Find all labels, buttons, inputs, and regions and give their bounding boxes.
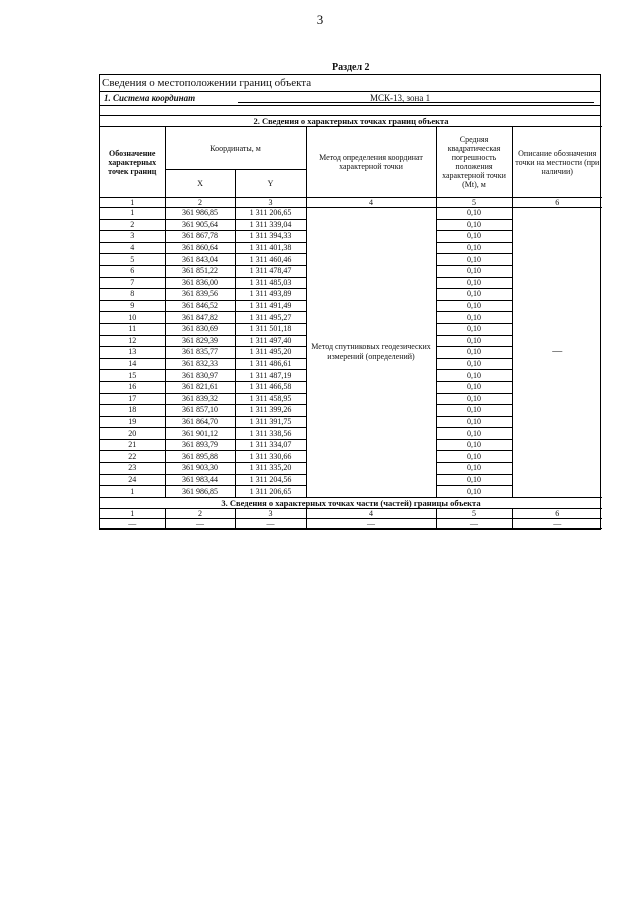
point-number: 11 — [100, 323, 165, 335]
section2-title-row — [100, 116, 602, 127]
spacer-row — [100, 106, 600, 116]
y-coordinate: 1 311 204,56 — [235, 474, 306, 486]
header-coordinates: Координаты, м — [165, 127, 306, 170]
accuracy-value: 0,10 — [436, 335, 512, 347]
accuracy-value: 0,10 — [436, 451, 512, 463]
y-coordinate: 1 311 399,26 — [235, 405, 306, 417]
x-coordinate: 361 839,32 — [165, 393, 235, 405]
accuracy-value: 0,10 — [436, 312, 512, 324]
y-coordinate: 1 311 334,07 — [235, 439, 306, 451]
point-number: 17 — [100, 393, 165, 405]
y-coordinate: 1 311 466,58 — [235, 381, 306, 393]
point-number: 14 — [100, 358, 165, 370]
y-coordinate: 1 311 335,20 — [235, 463, 306, 475]
column-number: 6 — [512, 508, 602, 518]
accuracy-value: 0,10 — [436, 463, 512, 475]
x-coordinate: 361 901,12 — [165, 428, 235, 440]
y-coordinate: 1 311 338,56 — [235, 428, 306, 440]
point-number: 1 — [100, 208, 165, 220]
accuracy-value: 0,10 — [436, 219, 512, 231]
y-coordinate: 1 311 497,40 — [235, 335, 306, 347]
x-coordinate: 361 835,77 — [165, 347, 235, 359]
point-number: 2 — [100, 219, 165, 231]
y-coordinate: 1 311 501,18 — [235, 323, 306, 335]
accuracy-value: 0,10 — [436, 289, 512, 301]
x-coordinate: 361 829,39 — [165, 335, 235, 347]
accuracy-value: 0,10 — [436, 323, 512, 335]
point-number: 3 — [100, 231, 165, 243]
y-coordinate: 1 311 391,75 — [235, 416, 306, 428]
x-coordinate: 361 851,22 — [165, 265, 235, 277]
x-coordinate: 361 986,85 — [165, 208, 235, 220]
points-table — [100, 116, 602, 529]
y-coordinate: 1 311 478,47 — [235, 265, 306, 277]
section2-title: 2. Сведения о характерных точках границ объекта — [100, 116, 602, 127]
accuracy-value: 0,10 — [436, 381, 512, 393]
y-coordinate: 1 311 486,61 — [235, 358, 306, 370]
y-coordinate: 1 311 487,19 — [235, 370, 306, 382]
empty-cell: — — [306, 518, 436, 528]
x-coordinate: 361 986,85 — [165, 486, 235, 498]
x-coordinate: 361 893,79 — [165, 439, 235, 451]
column-number: 2 — [165, 198, 235, 208]
accuracy-value: 0,10 — [436, 242, 512, 254]
empty-cell: — — [436, 518, 512, 528]
description-cell: — — [512, 208, 602, 498]
point-number: 24 — [100, 474, 165, 486]
header-y: Y — [235, 170, 306, 198]
x-coordinate: 361 830,97 — [165, 370, 235, 382]
accuracy-value: 0,10 — [436, 358, 512, 370]
point-number: 9 — [100, 300, 165, 312]
accuracy-value: 0,10 — [436, 347, 512, 359]
accuracy-value: 0,10 — [436, 393, 512, 405]
point-number: 7 — [100, 277, 165, 289]
column-number: 1 — [100, 508, 165, 518]
column-number: 2 — [165, 508, 235, 518]
header-method: Метод определения координат характерной точки — [306, 127, 436, 198]
column-number: 3 — [235, 508, 306, 518]
point-number: 16 — [100, 381, 165, 393]
point-number: 22 — [100, 451, 165, 463]
section3-title: 3. Сведения о характерных точках части (частей) границы объекта — [100, 497, 602, 508]
x-coordinate: 361 864,70 — [165, 416, 235, 428]
column-number: 4 — [306, 508, 436, 518]
point-number: 12 — [100, 335, 165, 347]
accuracy-value: 0,10 — [436, 277, 512, 289]
y-coordinate: 1 311 485,03 — [235, 277, 306, 289]
x-coordinate: 361 839,56 — [165, 289, 235, 301]
y-coordinate: 1 311 401,38 — [235, 242, 306, 254]
y-coordinate: 1 311 206,65 — [235, 486, 306, 498]
column-number: 3 — [235, 198, 306, 208]
x-coordinate: 361 860,64 — [165, 242, 235, 254]
accuracy-value: 0,10 — [436, 405, 512, 417]
section3-empty-row — [100, 518, 602, 528]
x-coordinate: 361 895,88 — [165, 451, 235, 463]
point-number: 5 — [100, 254, 165, 266]
accuracy-value: 0,10 — [436, 231, 512, 243]
x-coordinate: 361 847,82 — [165, 312, 235, 324]
accuracy-value: 0,10 — [436, 300, 512, 312]
point-number: 8 — [100, 289, 165, 301]
point-number: 21 — [100, 439, 165, 451]
x-coordinate: 361 821,61 — [165, 381, 235, 393]
column-number: 6 — [512, 198, 602, 208]
table-row — [100, 208, 602, 220]
column-number: 5 — [436, 508, 512, 518]
y-coordinate: 1 311 495,27 — [235, 312, 306, 324]
y-coordinate: 1 311 339,04 — [235, 219, 306, 231]
column-number: 4 — [306, 198, 436, 208]
accuracy-value: 0,10 — [436, 254, 512, 266]
section3-column-number-row — [100, 508, 602, 518]
column-number: 5 — [436, 198, 512, 208]
document-table — [99, 74, 601, 530]
header-accuracy: Средняя квадратическая погрешность положения характерной точки (Mt), м — [436, 127, 512, 198]
empty-cell: — — [235, 518, 306, 528]
accuracy-value: 0,10 — [436, 370, 512, 382]
coordinate-system-value: МСК-13, зона 1 — [370, 93, 431, 103]
x-coordinate: 361 843,04 — [165, 254, 235, 266]
x-coordinate: 361 832,33 — [165, 358, 235, 370]
empty-cell: — — [512, 518, 602, 528]
point-number: 18 — [100, 405, 165, 417]
x-coordinate: 361 846,52 — [165, 300, 235, 312]
column-number: 1 — [100, 198, 165, 208]
accuracy-value: 0,10 — [436, 486, 512, 498]
header-x: X — [165, 170, 235, 198]
y-coordinate: 1 311 394,33 — [235, 231, 306, 243]
section-title: Раздел 2 — [332, 62, 370, 73]
header-row — [100, 127, 602, 170]
coordinate-system-row — [100, 92, 600, 106]
x-coordinate: 361 983,44 — [165, 474, 235, 486]
point-number: 4 — [100, 242, 165, 254]
y-coordinate: 1 311 493,89 — [235, 289, 306, 301]
point-number: 10 — [100, 312, 165, 324]
y-coordinate: 1 311 330,66 — [235, 451, 306, 463]
point-number: 15 — [100, 370, 165, 382]
point-number: 23 — [100, 463, 165, 475]
method-cell: Метод спутниковых геодезических измерений (определений) — [306, 208, 436, 498]
x-coordinate: 361 830,69 — [165, 323, 235, 335]
header-point-designation: Обозначение характерных точек границ — [100, 127, 165, 198]
document-heading: Сведения о местоположении границ объекта — [100, 75, 600, 92]
point-number: 19 — [100, 416, 165, 428]
point-number: 1 — [100, 486, 165, 498]
x-coordinate: 361 867,78 — [165, 231, 235, 243]
accuracy-value: 0,10 — [436, 265, 512, 277]
empty-cell: — — [100, 518, 165, 528]
accuracy-value: 0,10 — [436, 474, 512, 486]
y-coordinate: 1 311 495,20 — [235, 347, 306, 359]
accuracy-value: 0,10 — [436, 208, 512, 220]
x-coordinate: 361 905,64 — [165, 219, 235, 231]
point-number: 13 — [100, 347, 165, 359]
y-coordinate: 1 311 206,65 — [235, 208, 306, 220]
accuracy-value: 0,10 — [436, 416, 512, 428]
y-coordinate: 1 311 460,46 — [235, 254, 306, 266]
point-number: 20 — [100, 428, 165, 440]
accuracy-value: 0,10 — [436, 439, 512, 451]
page-number: 3 — [316, 12, 324, 27]
x-coordinate: 361 836,00 — [165, 277, 235, 289]
x-coordinate: 361 903,30 — [165, 463, 235, 475]
point-number: 6 — [100, 265, 165, 277]
column-number-row — [100, 198, 602, 208]
section3-title-row — [100, 497, 602, 508]
header-description: Описание обозначения точки на местности (при наличии) — [512, 127, 602, 198]
x-coordinate: 361 857,10 — [165, 405, 235, 417]
coordinate-system-label: 1. Система координат — [104, 93, 196, 103]
y-coordinate: 1 311 458,95 — [235, 393, 306, 405]
y-coordinate: 1 311 491,49 — [235, 300, 306, 312]
accuracy-value: 0,10 — [436, 428, 512, 440]
empty-cell: — — [165, 518, 235, 528]
